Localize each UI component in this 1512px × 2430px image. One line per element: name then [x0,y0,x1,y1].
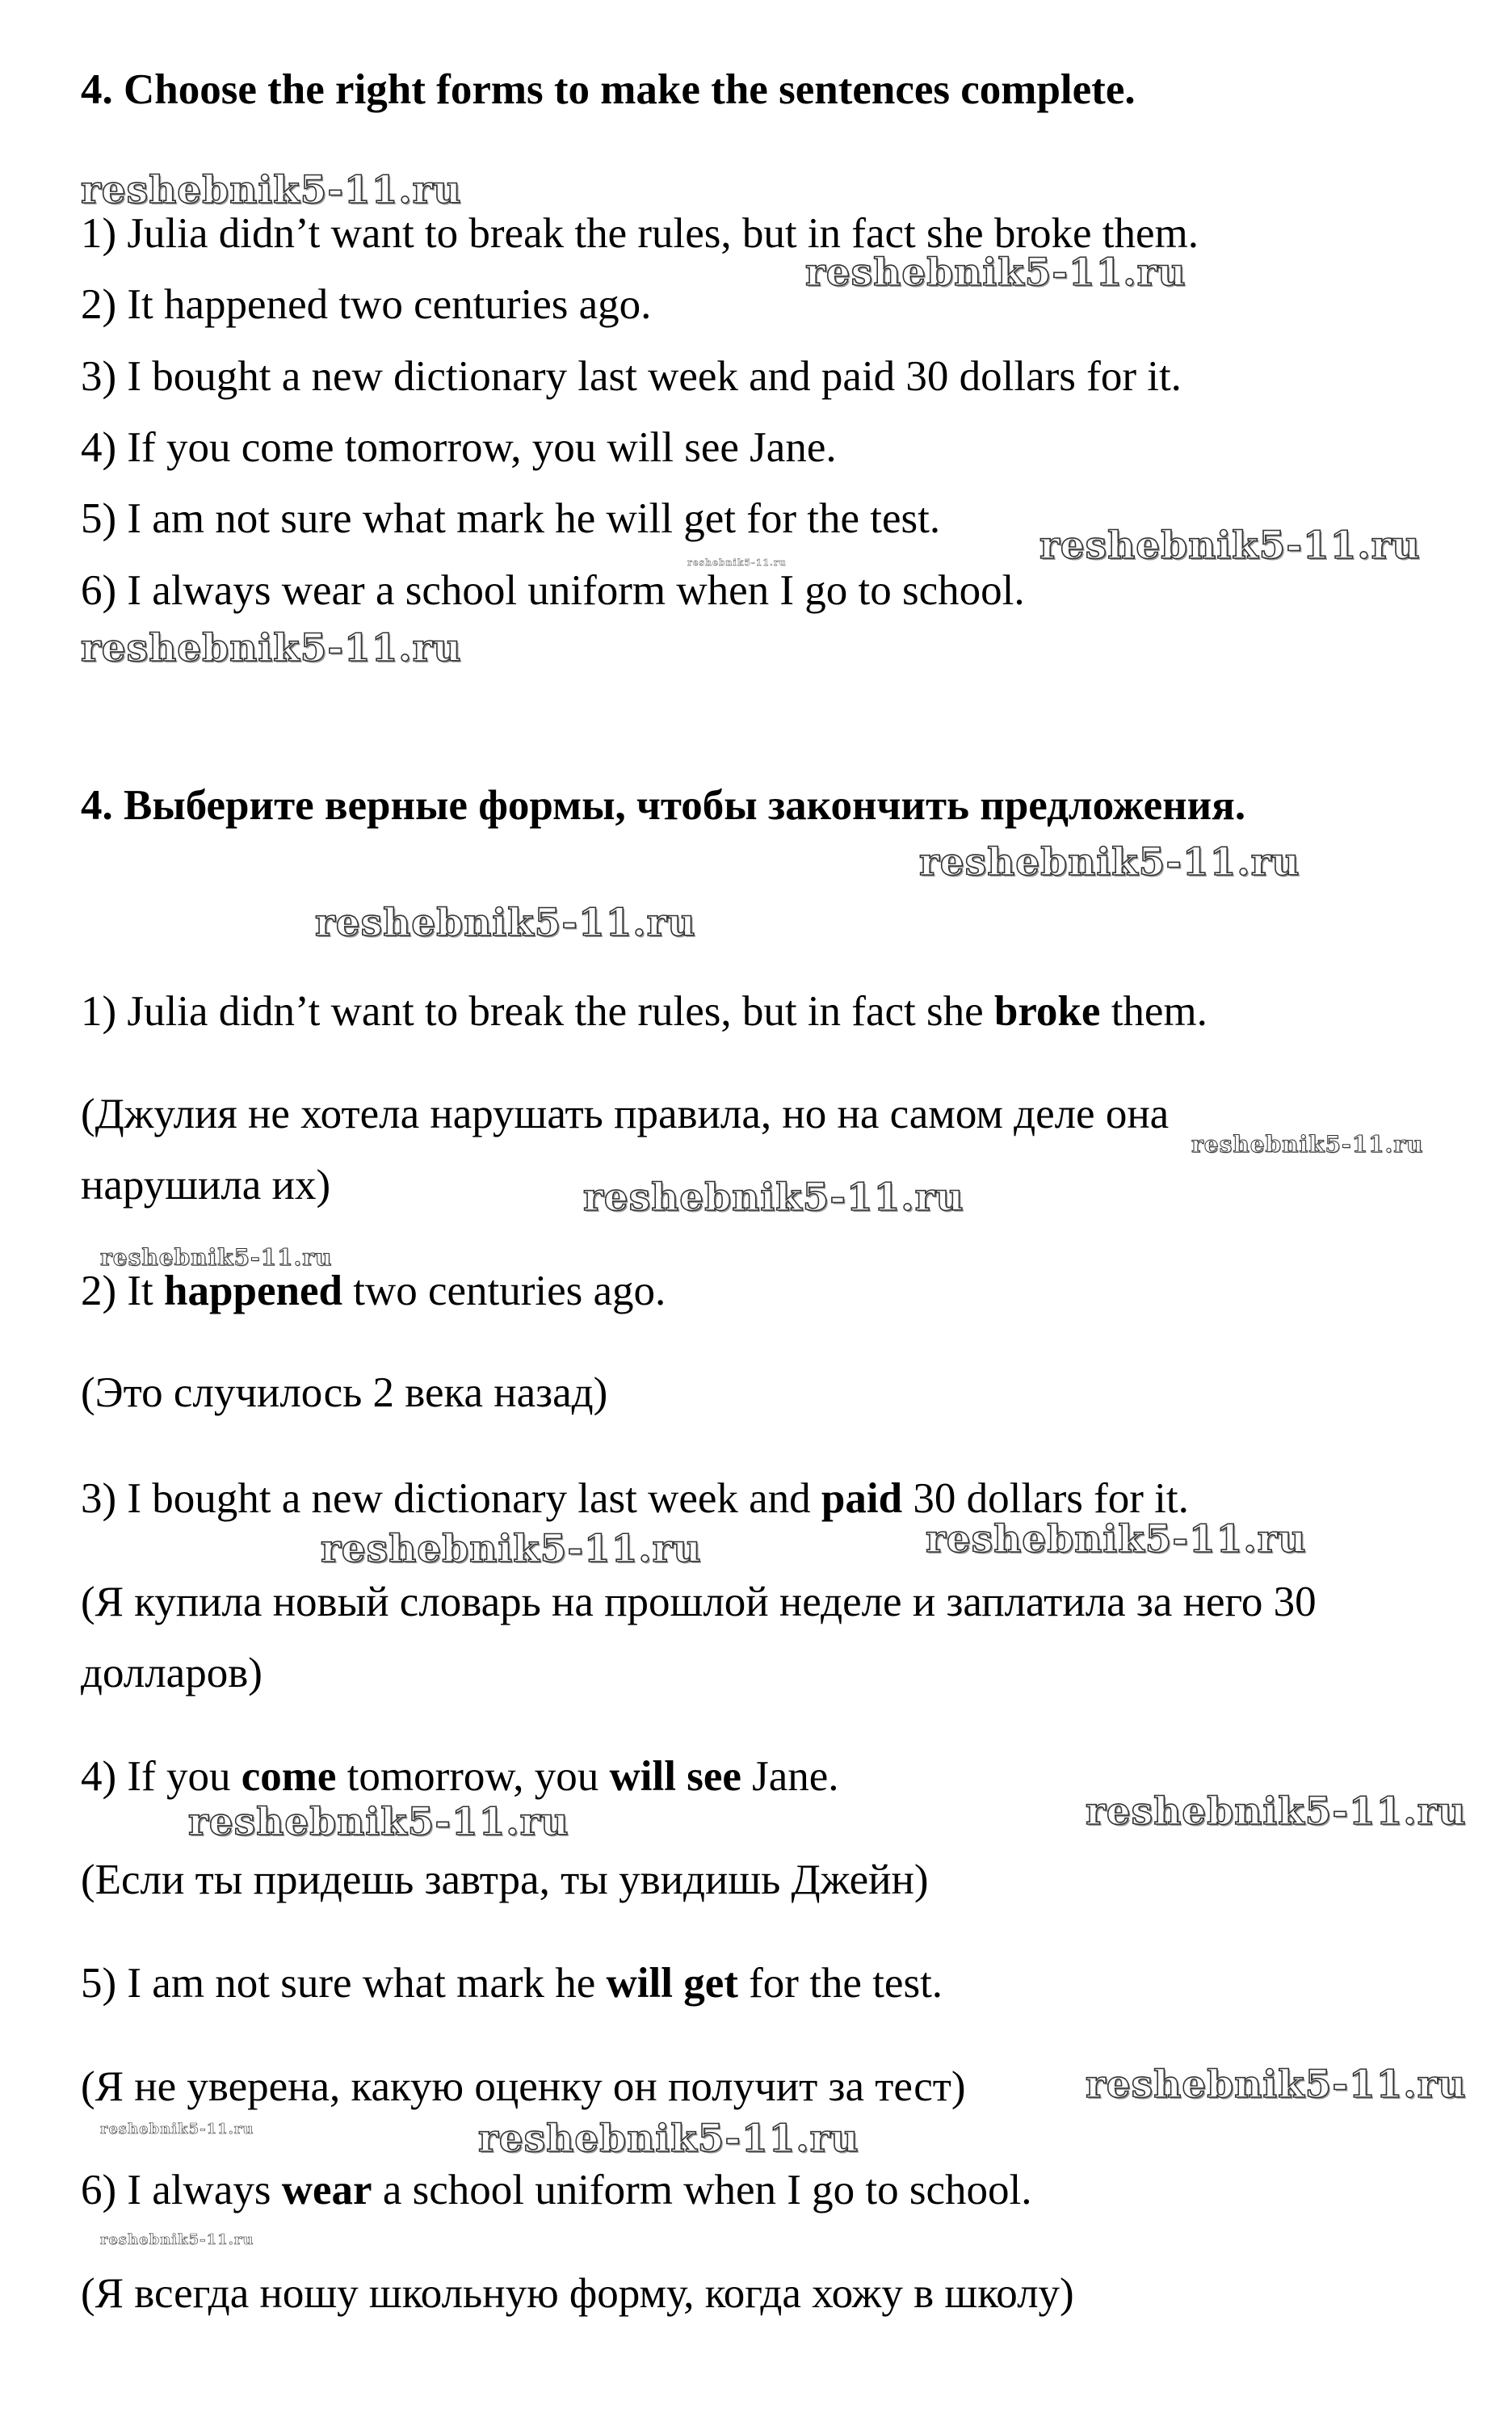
answer-5-translation: (Я не уверена, какую оценку он получит за тест) [81,2063,966,2110]
answer-4-bold: come [241,1753,337,1800]
watermark: reshebnik5-11.ru [81,168,462,212]
answer-5 [81,1958,943,2008]
watermark: reshebnik5-11.ru [81,626,462,671]
watermark: reshebnik5-11.ru [805,250,1186,295]
answer-4 [81,1751,839,1801]
sentence-3-en: 3) I bought a new dictionary last week and paid 30 dollars for it. [81,353,1182,400]
answer-3 [81,1474,1189,1524]
answer-1-translation-line-2: нарушила их) [81,1162,331,1209]
answer-1-text: 1) Julia didn’t want to break the rules, but in fact she [81,988,994,1035]
sentence-1-en: 1) Julia didn’t want to break the rules, but in fact she broke them. [81,210,1199,257]
answer-2-rest: two centuries ago. [342,1268,666,1314]
answer-2-text: 2) It [81,1268,165,1314]
answer-4-translation: (Если ты придешь завтра, ты увидишь Джейн) [81,1856,929,1903]
watermark: reshebnik5-11.ru [1040,523,1421,568]
watermark: reshebnik5-11.ru [583,1175,964,1220]
watermark: reshebnik5-11.ru [100,2231,254,2248]
answer-1-rest: them. [1100,988,1208,1035]
watermark: reshebnik5-11.ru [100,1244,333,1271]
watermark: reshebnik5-11.ru [1086,1789,1467,1834]
sentence-6-en: 6) I always wear a school uniform when I go to school. [81,567,1025,614]
watermark: reshebnik5-11.ru [687,557,787,568]
answer-6-text: 6) I always [81,2167,282,2213]
answer-2 [81,1266,666,1316]
answer-4-rest: Jane. [741,1753,839,1800]
watermark: reshebnik5-11.ru [919,840,1300,885]
answer-2-translation: (Это случилось 2 века назад) [81,1369,608,1416]
watermark: reshebnik5-11.ru [321,1527,702,1571]
watermark: reshebnik5-11.ru [1086,2062,1467,2107]
answer-6 [81,2165,1032,2215]
watermark: reshebnik5-11.ru [188,1800,569,1844]
sentence-2-en: 2) It happened two centuries ago. [81,281,652,328]
answer-5-rest: for the test. [737,1960,943,2007]
answer-1-bold: broke [993,988,1101,1035]
exercise-heading-en: 4. Choose the right forms to make the sentences complete. [81,66,1136,113]
answer-3-rest: 30 dollars for it. [902,1475,1189,1522]
answer-4-mid: tomorrow, you [336,1753,610,1800]
answer-4-bold-2: will see [609,1753,741,1800]
answer-2-bold: happened [164,1268,342,1314]
watermark: reshebnik5-11.ru [926,1517,1307,1562]
answer-1 [81,986,1208,1036]
watermark: reshebnik5-11.ru [478,2117,859,2161]
answer-5-text: 5) I am not sure what mark he [81,1960,607,2007]
answer-3-translation-line-2: долларов) [81,1650,262,1696]
watermark: reshebnik5-11.ru [1191,1131,1424,1158]
answer-3-bold: paid [821,1475,903,1522]
sentence-5-en: 5) I am not sure what mark he will get for the test. [81,495,941,542]
answer-6-rest: a school uniform when I go to school. [372,2167,1032,2213]
answer-1-translation-line-1: (Джулия не хотела нарушать правила, но на самом деле она [81,1091,1170,1137]
answer-3-translation-line-1: (Я купила новый словарь на прошлой неделе и заплатила за него 30 [81,1579,1317,1625]
watermark: reshebnik5-11.ru [315,901,696,945]
answer-3-text: 3) I bought a new dictionary last week and [81,1475,821,1522]
answer-4-text: 4) If you [81,1753,242,1800]
watermark: reshebnik5-11.ru [100,2121,254,2138]
answer-5-bold: will get [606,1960,738,2007]
sentence-4-en: 4) If you come tomorrow, you will see Jane. [81,424,837,471]
answer-6-bold: wear [281,2167,372,2213]
exercise-heading-ru: 4. Выберите верные формы, чтобы закончить предложения. [81,782,1246,829]
answer-6-translation: (Я всегда ношу школьную форму, когда хожу в школу) [81,2270,1074,2317]
